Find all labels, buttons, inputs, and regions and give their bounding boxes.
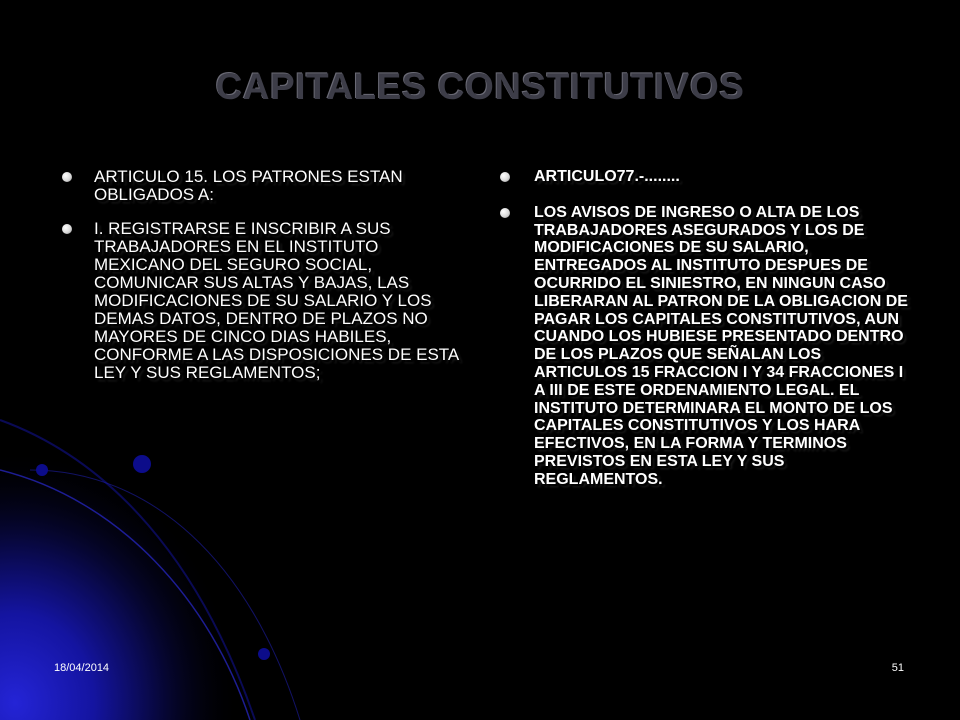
bullet-icon (500, 208, 510, 218)
list-item (498, 204, 912, 489)
slide-title: CAPITALES CONSTITUTIVOS (215, 66, 745, 107)
footer-date: 18/04/2014 (54, 662, 110, 674)
list-item (498, 168, 912, 186)
bullet-icon (62, 224, 72, 234)
bullet-icon (62, 172, 72, 182)
right-column (498, 168, 912, 507)
list-item-text: ARTICULO 15. LOS PATRONES ESTAN OBLIGADOS A: (94, 167, 403, 204)
list-item (60, 220, 460, 382)
left-column (60, 168, 460, 398)
list-item (60, 168, 460, 204)
list-item-text: I. REGISTRARSE E INSCRIBIR A SUS TRABAJADORES EN EL INSTITUTO MEXICANO DEL SEGURO SOCIAL, COMUNICAR SUS ALTAS Y BAJAS, LAS MODIFICACIONES DE SU SALARIO Y LOS DEMAS DATOS, DENTRO DE PLAZOS NO MAYORES DE CINCO DIAS HABILES, CONFORME A LAS DISPOSICIONES DE ESTA LEY Y SUS REGLAMENTOS; (94, 219, 459, 382)
bullet-icon (500, 172, 510, 182)
page-number: 51 (891, 662, 904, 674)
list-item-text: LOS AVISOS DE INGRESO O ALTA DE LOS TRABAJADORES ASEGURADOS Y LOS DE MODIFICACIONES DE SU SALARIO, ENTREGADOS AL INSTITUTO DESPUES DE OCURRIDO EL SINIESTRO, EN NINGUN CASO LIBERARAN AL PATRON DE LA OBLIGACION DE PAGAR LOS CAPITALES CONSTITUTIVOS, AUN CUANDO LOS HUBIESE PRESENTADO DENTRO DE LOS PLAZOS QUE SEÑALAN LOS ARTICULOS 15 FRACCION I Y 34 FRACCIONES I A III DE ESTE ORDENAMIENTO LEGAL. EL INSTITUTO DETERMINARA EL MONTO DE LOS CAPITALES CONSTITUTIVOS Y LOS HARA EFECTIVOS, EN LA FORMA Y TERMINOS PREVISTOS EN ESTA LEY Y SUS REGLAMENTOS. (534, 203, 908, 488)
list-item-text: ARTICULO77.-........ (534, 168, 680, 185)
